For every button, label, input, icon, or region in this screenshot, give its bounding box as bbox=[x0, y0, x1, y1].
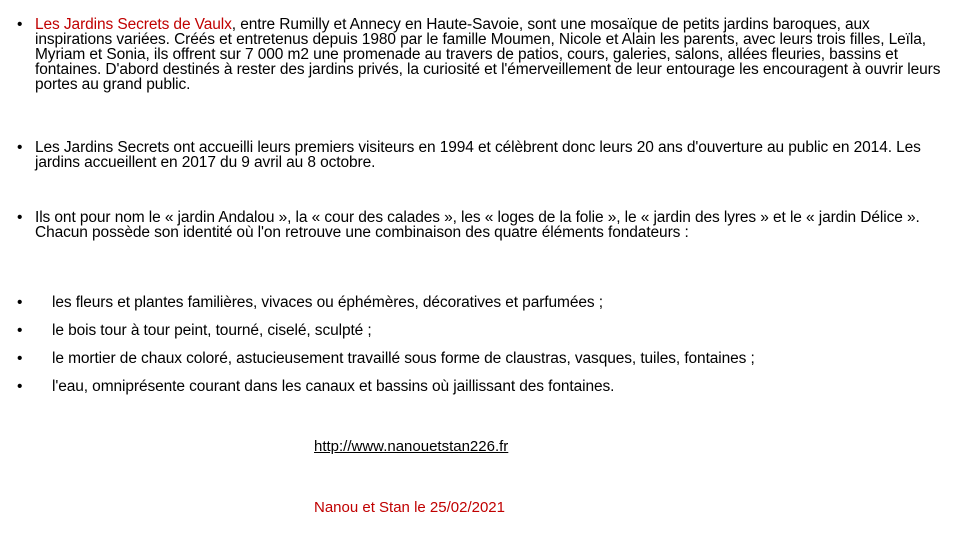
signature-text: Nanou et Stan le 25/02/2021 bbox=[314, 499, 505, 516]
paragraph-intro-rest: , entre Rumilly et Annecy en Haute-Savoie, sont une mosaïque de petits jardins baroques, aux inspirations variées. Créés et entretenus depuis 1980 par le famille Moumen, Nicole et Alain les parents, avec leurs trois filles, Leïla, Myriam et Sonia, ils offrent sur 7 000 m2 une promenade au travers de patios, cours, galeries, salons, allées fleuries, bassins et fontaines. D'abord destinés à rester des jardins privés, la curiosité et l'émerveillement de leur entourage les encouragent à ouvrir leurs portes au grand public. bbox=[35, 16, 941, 93]
founding-elements-list bbox=[17, 294, 942, 406]
bullet-icon: • bbox=[17, 16, 23, 33]
list-item-text: le mortier de chaux coloré, astucieusement travaillé sous forme de claustras, vasques, tuiles, fontaines ; bbox=[52, 350, 755, 367]
paragraph-intro-text bbox=[35, 17, 942, 92]
bullet-icon: • bbox=[17, 294, 23, 311]
list-item bbox=[17, 350, 942, 378]
list-item-text: le bois tour à tour peint, tourné, ciselé, sculpté ; bbox=[52, 322, 372, 339]
paragraph-history-text: Les Jardins Secrets ont accueilli leurs premiers visiteurs en 1994 et célèbrent donc leurs 20 ans d'ouverture au public en 2014. Les jardins accueillent en 2017 du 9 avril au 8 octobre. bbox=[35, 139, 921, 171]
list-item bbox=[17, 294, 942, 322]
list-item-text: les fleurs et plantes familières, vivaces ou éphémères, décoratives et parfumées ; bbox=[52, 294, 603, 311]
garden-name-highlight: Les Jardins Secrets de Vaulx bbox=[35, 16, 232, 33]
list-item bbox=[17, 322, 942, 350]
bullet-icon: • bbox=[17, 209, 23, 226]
website-link[interactable]: http://www.nanouetstan226.fr bbox=[314, 438, 509, 455]
bullet-icon: • bbox=[17, 378, 23, 395]
list-item-text: l'eau, omniprésente courant dans les canaux et bassins où jaillissant des fontaines. bbox=[52, 378, 615, 395]
paragraph-garden-names-text: Ils ont pour nom le « jardin Andalou », la « cour des calades », les « loges de la folie », le « jardin des lyres » et le « jardin Délice ». Chacun possède son identité où l'on retrouve une combinaison des quatre éléments fondateurs : bbox=[35, 209, 920, 241]
paragraph-intro bbox=[17, 17, 942, 92]
bullet-icon: • bbox=[17, 350, 23, 367]
bullet-icon: • bbox=[17, 139, 23, 156]
bullet-icon: • bbox=[17, 322, 23, 339]
list-item bbox=[17, 378, 942, 406]
paragraph-history bbox=[17, 140, 942, 170]
paragraph-garden-names bbox=[17, 210, 942, 240]
